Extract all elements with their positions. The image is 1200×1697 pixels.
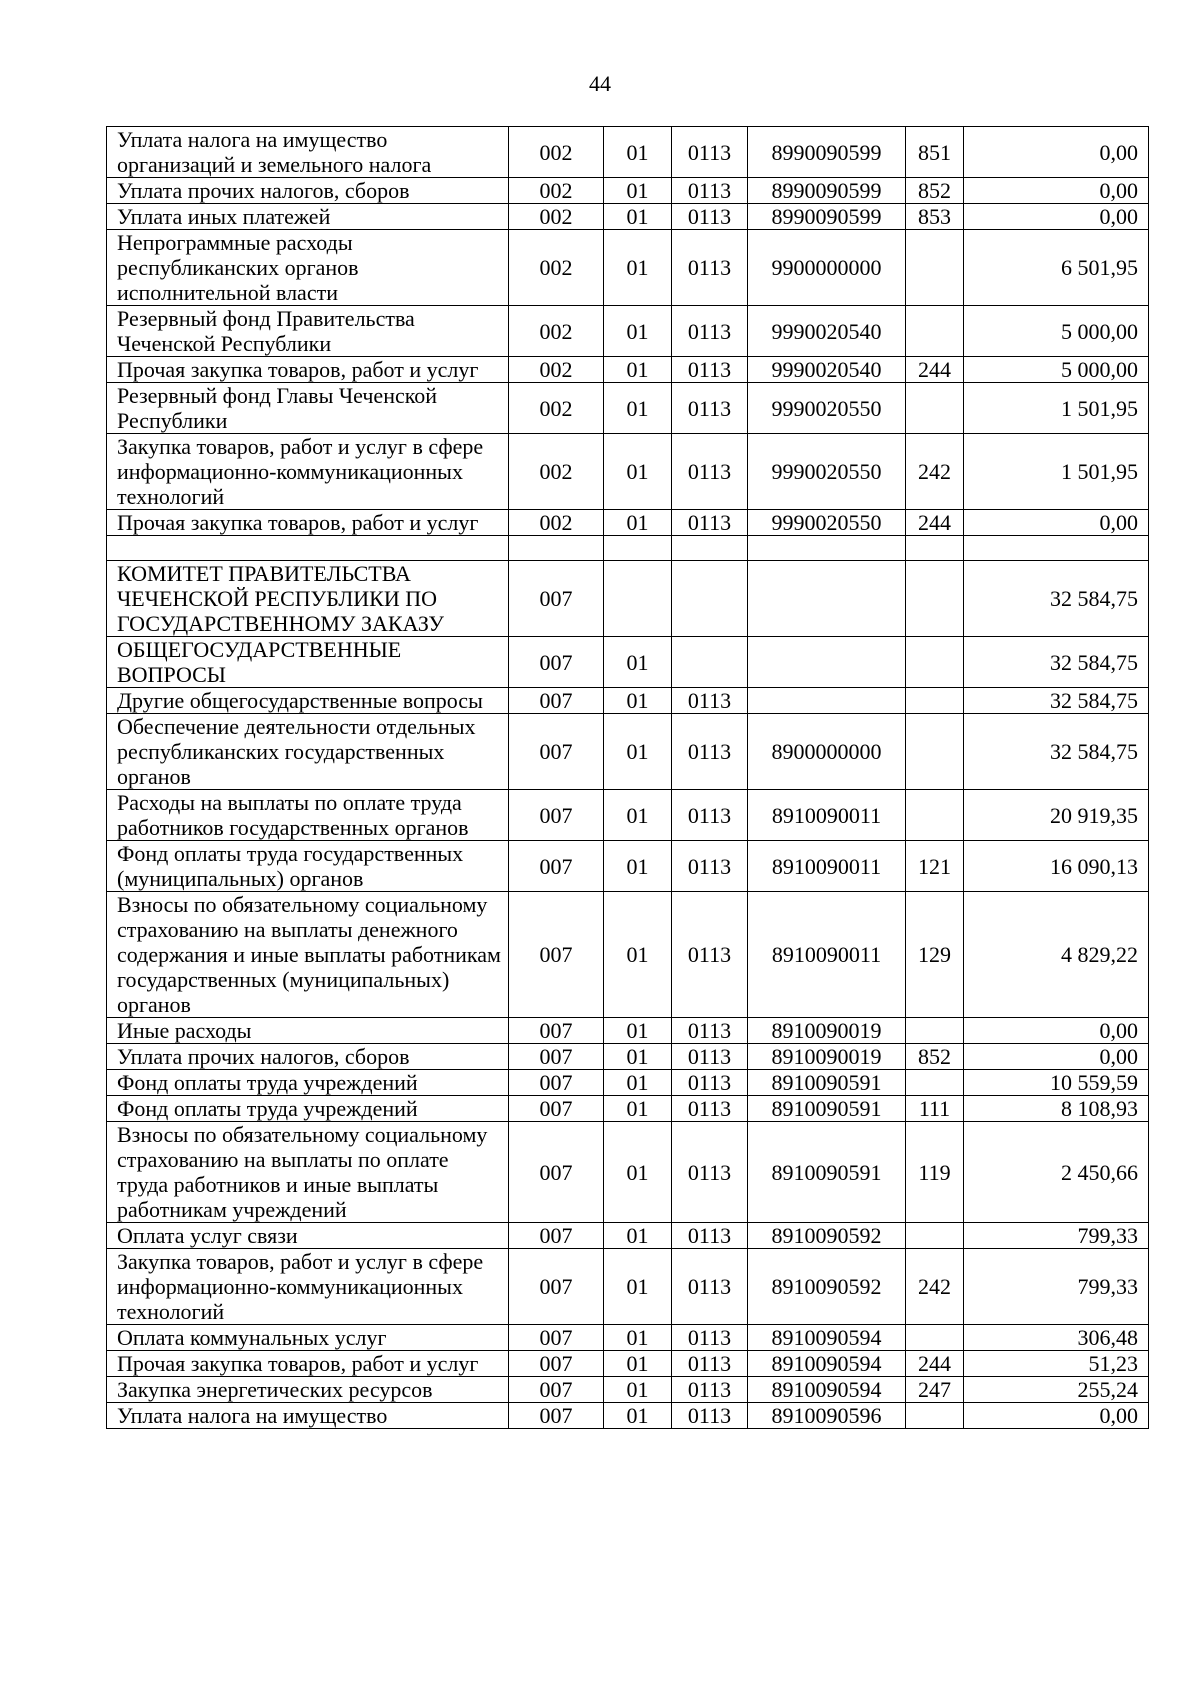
cell-target-article: 8910090596 bbox=[748, 1403, 906, 1429]
cell-section: 01 bbox=[604, 790, 672, 841]
cell-expense-type: 111 bbox=[906, 1096, 964, 1122]
cell-subsection: 0113 bbox=[672, 688, 748, 714]
cell-name: Расходы на выплаты по оплате труда работников государственных органов bbox=[107, 790, 509, 841]
cell-subsection: 0113 bbox=[672, 1403, 748, 1429]
cell-name: Уплата иных платежей bbox=[107, 204, 509, 230]
table-row bbox=[107, 306, 1149, 357]
cell-amount: 799,33 bbox=[964, 1249, 1149, 1325]
cell-subsection: 0113 bbox=[672, 383, 748, 434]
cell-section: 01 bbox=[604, 383, 672, 434]
table-row bbox=[107, 1223, 1149, 1249]
cell-name: Взносы по обязательному социальному страхованию на выплаты денежного содержания и иные выплаты работникам государственных (муниципальных) органов bbox=[107, 892, 509, 1018]
cell-amount: 0,00 bbox=[964, 510, 1149, 536]
cell-name: Оплата услуг связи bbox=[107, 1223, 509, 1249]
cell-name: Резервный фонд Правительства Чеченской Республики bbox=[107, 306, 509, 357]
cell-admin-code: 007 bbox=[509, 1325, 604, 1351]
cell-section: 01 bbox=[604, 1377, 672, 1403]
table-row bbox=[107, 790, 1149, 841]
table-row bbox=[107, 1249, 1149, 1325]
cell-name: Уплата налога на имущество организаций и земельного налога bbox=[107, 127, 509, 178]
table-row bbox=[107, 510, 1149, 536]
cell-subsection: 0113 bbox=[672, 1096, 748, 1122]
cell-expense-type bbox=[906, 1325, 964, 1351]
cell-amount: 8 108,93 bbox=[964, 1096, 1149, 1122]
cell-subsection: 0113 bbox=[672, 1018, 748, 1044]
cell-subsection: 0113 bbox=[672, 127, 748, 178]
cell-target-article: 8910090011 bbox=[748, 790, 906, 841]
cell-name: Оплата коммунальных услуг bbox=[107, 1325, 509, 1351]
cell-admin-code: 007 bbox=[509, 790, 604, 841]
cell-target-article: 8990090599 bbox=[748, 127, 906, 178]
cell-subsection bbox=[672, 637, 748, 688]
table-row bbox=[107, 383, 1149, 434]
cell-subsection: 0113 bbox=[672, 714, 748, 790]
cell-target-article: 9990020550 bbox=[748, 383, 906, 434]
cell-name: Резервный фонд Главы Чеченской Республики bbox=[107, 383, 509, 434]
cell-admin-code: 007 bbox=[509, 1377, 604, 1403]
cell-subsection bbox=[672, 561, 748, 637]
budget-table bbox=[106, 126, 1149, 1429]
cell-target-article: 8910090591 bbox=[748, 1070, 906, 1096]
table-row bbox=[107, 204, 1149, 230]
cell-section bbox=[604, 536, 672, 561]
table-row bbox=[107, 841, 1149, 892]
cell-subsection: 0113 bbox=[672, 892, 748, 1018]
cell-name: Другие общегосударственные вопросы bbox=[107, 688, 509, 714]
cell-admin-code: 002 bbox=[509, 306, 604, 357]
cell-amount: 2 450,66 bbox=[964, 1122, 1149, 1223]
cell-target-article: 9990020540 bbox=[748, 306, 906, 357]
cell-amount: 32 584,75 bbox=[964, 714, 1149, 790]
cell-name: Прочая закупка товаров, работ и услуг bbox=[107, 510, 509, 536]
cell-amount: 20 919,35 bbox=[964, 790, 1149, 841]
cell-amount: 32 584,75 bbox=[964, 688, 1149, 714]
cell-target-article bbox=[748, 688, 906, 714]
table-row bbox=[107, 1325, 1149, 1351]
cell-target-article: 8910090594 bbox=[748, 1325, 906, 1351]
cell-amount: 1 501,95 bbox=[964, 383, 1149, 434]
cell-target-article: 9990020550 bbox=[748, 434, 906, 510]
cell-section: 01 bbox=[604, 1070, 672, 1096]
cell-section: 01 bbox=[604, 841, 672, 892]
table-row bbox=[107, 1018, 1149, 1044]
cell-expense-type bbox=[906, 637, 964, 688]
cell-expense-type bbox=[906, 1403, 964, 1429]
cell-admin-code: 007 bbox=[509, 1351, 604, 1377]
cell-section: 01 bbox=[604, 230, 672, 306]
cell-expense-type bbox=[906, 1018, 964, 1044]
cell-name: Фонд оплаты труда учреждений bbox=[107, 1070, 509, 1096]
cell-target-article: 8910090592 bbox=[748, 1249, 906, 1325]
table-row bbox=[107, 434, 1149, 510]
cell-admin-code: 002 bbox=[509, 204, 604, 230]
cell-subsection: 0113 bbox=[672, 1351, 748, 1377]
table-row bbox=[107, 1377, 1149, 1403]
cell-subsection: 0113 bbox=[672, 1070, 748, 1096]
table-row bbox=[107, 688, 1149, 714]
cell-admin-code: 002 bbox=[509, 510, 604, 536]
cell-target-article: 8910090594 bbox=[748, 1351, 906, 1377]
cell-section: 01 bbox=[604, 714, 672, 790]
cell-name: Закупка товаров, работ и услуг в сфере информационно-коммуникационных технологий bbox=[107, 1249, 509, 1325]
cell-name: Непрограммные расходы республиканских органов исполнительной власти bbox=[107, 230, 509, 306]
cell-expense-type bbox=[906, 1070, 964, 1096]
cell-amount: 255,24 bbox=[964, 1377, 1149, 1403]
cell-section: 01 bbox=[604, 1096, 672, 1122]
cell-expense-type bbox=[906, 1223, 964, 1249]
cell-target-article: 9900000000 bbox=[748, 230, 906, 306]
table-row bbox=[107, 1070, 1149, 1096]
cell-amount: 0,00 bbox=[964, 127, 1149, 178]
cell-expense-type: 129 bbox=[906, 892, 964, 1018]
cell-admin-code: 002 bbox=[509, 434, 604, 510]
cell-subsection: 0113 bbox=[672, 510, 748, 536]
cell-subsection: 0113 bbox=[672, 178, 748, 204]
cell-subsection: 0113 bbox=[672, 357, 748, 383]
cell-subsection: 0113 bbox=[672, 790, 748, 841]
cell-amount: 5 000,00 bbox=[964, 357, 1149, 383]
cell-amount: 0,00 bbox=[964, 204, 1149, 230]
cell-amount: 32 584,75 bbox=[964, 561, 1149, 637]
cell-name: Взносы по обязательному социальному страхованию на выплаты по оплате труда работников и иные выплаты работникам учреждений bbox=[107, 1122, 509, 1223]
cell-name: Уплата прочих налогов, сборов bbox=[107, 178, 509, 204]
cell-section: 01 bbox=[604, 1351, 672, 1377]
cell-amount: 0,00 bbox=[964, 178, 1149, 204]
cell-subsection: 0113 bbox=[672, 1325, 748, 1351]
cell-target-article: 8910090011 bbox=[748, 841, 906, 892]
cell-expense-type: 119 bbox=[906, 1122, 964, 1223]
cell-target-article: 8990090599 bbox=[748, 178, 906, 204]
cell-target-article: 9990020550 bbox=[748, 510, 906, 536]
cell-section: 01 bbox=[604, 1249, 672, 1325]
cell-admin-code: 007 bbox=[509, 1096, 604, 1122]
cell-section: 01 bbox=[604, 1018, 672, 1044]
cell-section bbox=[604, 561, 672, 637]
cell-subsection: 0113 bbox=[672, 1044, 748, 1070]
cell-amount: 0,00 bbox=[964, 1044, 1149, 1070]
cell-amount: 799,33 bbox=[964, 1223, 1149, 1249]
cell-name: КОМИТЕТ ПРАВИТЕЛЬСТВА ЧЕЧЕНСКОЙ РЕСПУБЛИКИ ПО ГОСУДАРСТВЕННОМУ ЗАКАЗУ bbox=[107, 561, 509, 637]
table-row bbox=[107, 357, 1149, 383]
cell-subsection: 0113 bbox=[672, 1223, 748, 1249]
cell-amount: 0,00 bbox=[964, 1018, 1149, 1044]
cell-target-article: 8910090594 bbox=[748, 1377, 906, 1403]
cell-expense-type: 242 bbox=[906, 1249, 964, 1325]
cell-name bbox=[107, 536, 509, 561]
cell-amount: 10 559,59 bbox=[964, 1070, 1149, 1096]
cell-section: 01 bbox=[604, 1403, 672, 1429]
cell-subsection: 0113 bbox=[672, 1377, 748, 1403]
cell-subsection: 0113 bbox=[672, 1249, 748, 1325]
cell-amount: 4 829,22 bbox=[964, 892, 1149, 1018]
cell-subsection: 0113 bbox=[672, 434, 748, 510]
cell-section: 01 bbox=[604, 1044, 672, 1070]
cell-subsection: 0113 bbox=[672, 841, 748, 892]
cell-amount: 1 501,95 bbox=[964, 434, 1149, 510]
table-row bbox=[107, 1122, 1149, 1223]
cell-expense-type bbox=[906, 714, 964, 790]
cell-amount: 306,48 bbox=[964, 1325, 1149, 1351]
cell-section: 01 bbox=[604, 127, 672, 178]
cell-section: 01 bbox=[604, 688, 672, 714]
cell-expense-type bbox=[906, 383, 964, 434]
cell-section: 01 bbox=[604, 357, 672, 383]
cell-admin-code: 007 bbox=[509, 714, 604, 790]
table-row bbox=[107, 561, 1149, 637]
cell-admin-code: 007 bbox=[509, 1070, 604, 1096]
cell-admin-code: 007 bbox=[509, 688, 604, 714]
cell-expense-type: 244 bbox=[906, 357, 964, 383]
cell-expense-type bbox=[906, 230, 964, 306]
cell-target-article: 9990020540 bbox=[748, 357, 906, 383]
cell-target-article: 8900000000 bbox=[748, 714, 906, 790]
cell-admin-code: 007 bbox=[509, 1122, 604, 1223]
cell-admin-code: 007 bbox=[509, 1018, 604, 1044]
cell-expense-type: 852 bbox=[906, 1044, 964, 1070]
cell-admin-code: 007 bbox=[509, 637, 604, 688]
cell-admin-code: 007 bbox=[509, 892, 604, 1018]
cell-admin-code: 002 bbox=[509, 230, 604, 306]
cell-expense-type: 242 bbox=[906, 434, 964, 510]
cell-admin-code: 007 bbox=[509, 1403, 604, 1429]
cell-subsection bbox=[672, 536, 748, 561]
table-row bbox=[107, 536, 1149, 561]
cell-target-article: 8910090592 bbox=[748, 1223, 906, 1249]
table-row bbox=[107, 1096, 1149, 1122]
cell-target-article: 8910090019 bbox=[748, 1044, 906, 1070]
cell-section: 01 bbox=[604, 204, 672, 230]
cell-name: Фонд оплаты труда государственных (муниципальных) органов bbox=[107, 841, 509, 892]
table-row bbox=[107, 178, 1149, 204]
table-row bbox=[107, 1351, 1149, 1377]
cell-name: Уплата налога на имущество bbox=[107, 1403, 509, 1429]
cell-admin-code: 002 bbox=[509, 357, 604, 383]
cell-section: 01 bbox=[604, 306, 672, 357]
cell-amount: 5 000,00 bbox=[964, 306, 1149, 357]
cell-expense-type bbox=[906, 536, 964, 561]
cell-name: ОБЩЕГОСУДАРСТВЕННЫЕ ВОПРОСЫ bbox=[107, 637, 509, 688]
cell-admin-code: 007 bbox=[509, 841, 604, 892]
cell-expense-type: 244 bbox=[906, 510, 964, 536]
cell-expense-type: 852 bbox=[906, 178, 964, 204]
cell-name: Уплата прочих налогов, сборов bbox=[107, 1044, 509, 1070]
cell-name: Иные расходы bbox=[107, 1018, 509, 1044]
cell-section: 01 bbox=[604, 434, 672, 510]
cell-amount: 16 090,13 bbox=[964, 841, 1149, 892]
cell-amount bbox=[964, 536, 1149, 561]
table-row bbox=[107, 637, 1149, 688]
budget-table-body bbox=[107, 127, 1149, 1429]
cell-name: Обеспечение деятельности отдельных республиканских государственных органов bbox=[107, 714, 509, 790]
cell-section: 01 bbox=[604, 178, 672, 204]
cell-admin-code: 007 bbox=[509, 1044, 604, 1070]
cell-name: Закупка товаров, работ и услуг в сфере информационно-коммуникационных технологий bbox=[107, 434, 509, 510]
cell-target-article: 8910090591 bbox=[748, 1122, 906, 1223]
cell-target-article: 8910090019 bbox=[748, 1018, 906, 1044]
cell-expense-type: 851 bbox=[906, 127, 964, 178]
cell-subsection: 0113 bbox=[672, 1122, 748, 1223]
cell-section: 01 bbox=[604, 892, 672, 1018]
cell-admin-code: 007 bbox=[509, 1223, 604, 1249]
cell-subsection: 0113 bbox=[672, 230, 748, 306]
cell-admin-code: 002 bbox=[509, 127, 604, 178]
cell-admin-code: 007 bbox=[509, 561, 604, 637]
cell-expense-type: 853 bbox=[906, 204, 964, 230]
cell-expense-type: 244 bbox=[906, 1351, 964, 1377]
cell-target-article: 8910090591 bbox=[748, 1096, 906, 1122]
table-row bbox=[107, 127, 1149, 178]
cell-section: 01 bbox=[604, 1325, 672, 1351]
cell-name: Прочая закупка товаров, работ и услуг bbox=[107, 1351, 509, 1377]
cell-target-article bbox=[748, 637, 906, 688]
cell-admin-code bbox=[509, 536, 604, 561]
table-row bbox=[107, 892, 1149, 1018]
cell-expense-type bbox=[906, 561, 964, 637]
cell-section: 01 bbox=[604, 510, 672, 536]
cell-name: Фонд оплаты труда учреждений bbox=[107, 1096, 509, 1122]
cell-section: 01 bbox=[604, 637, 672, 688]
cell-expense-type: 121 bbox=[906, 841, 964, 892]
cell-target-article: 8990090599 bbox=[748, 204, 906, 230]
cell-expense-type bbox=[906, 688, 964, 714]
cell-amount: 51,23 bbox=[964, 1351, 1149, 1377]
cell-target-article: 8910090011 bbox=[748, 892, 906, 1018]
cell-name: Закупка энергетических ресурсов bbox=[107, 1377, 509, 1403]
cell-admin-code: 002 bbox=[509, 178, 604, 204]
cell-subsection: 0113 bbox=[672, 306, 748, 357]
cell-target-article bbox=[748, 536, 906, 561]
cell-amount: 6 501,95 bbox=[964, 230, 1149, 306]
cell-target-article bbox=[748, 561, 906, 637]
page-number: 44 bbox=[589, 71, 611, 96]
cell-amount: 0,00 bbox=[964, 1403, 1149, 1429]
cell-section: 01 bbox=[604, 1122, 672, 1223]
cell-expense-type bbox=[906, 790, 964, 841]
cell-section: 01 bbox=[604, 1223, 672, 1249]
cell-expense-type: 247 bbox=[906, 1377, 964, 1403]
cell-name: Прочая закупка товаров, работ и услуг bbox=[107, 357, 509, 383]
cell-amount: 32 584,75 bbox=[964, 637, 1149, 688]
cell-subsection: 0113 bbox=[672, 204, 748, 230]
table-row bbox=[107, 1044, 1149, 1070]
cell-admin-code: 007 bbox=[509, 1249, 604, 1325]
table-row bbox=[107, 1403, 1149, 1429]
cell-admin-code: 002 bbox=[509, 383, 604, 434]
table-row bbox=[107, 714, 1149, 790]
table-row bbox=[107, 230, 1149, 306]
cell-expense-type bbox=[906, 306, 964, 357]
